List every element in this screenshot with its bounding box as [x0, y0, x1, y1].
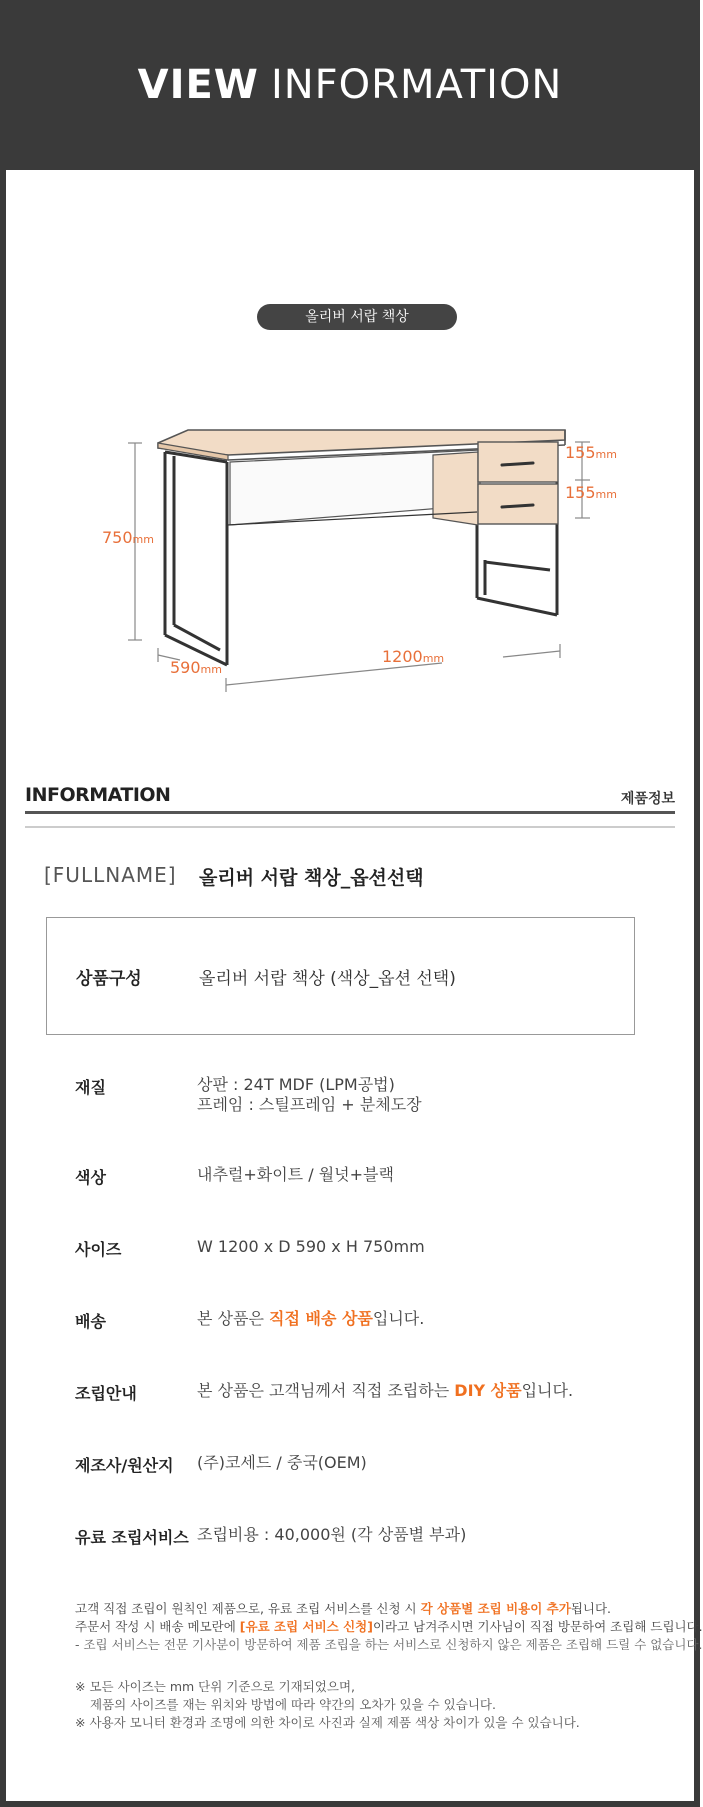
spec-value	[197, 1075, 422, 1115]
spec-value-text: 입니다.	[521, 1381, 574, 1400]
header-title-bold: VIEW	[137, 62, 259, 108]
spec-value-highlight: 직접 배송 상품	[269, 1309, 373, 1328]
composition-value: 올리버 서랍 책상 (색상_옵션 선택)	[199, 969, 456, 989]
spec-value	[197, 1309, 424, 1329]
spec-key: 색상	[75, 1168, 106, 1187]
fullname-row	[44, 863, 424, 889]
spec-value: (주)코세드 / 중국(OEM)	[197, 1453, 367, 1472]
left-frame	[165, 452, 227, 665]
information-title: INFORMATION	[25, 784, 171, 806]
spec-value: 내추럴+화이트 / 월넛+블랙	[197, 1165, 394, 1184]
composition-key: 상품구성	[76, 969, 142, 989]
spec-value: W 1200 x D 590 x H 750mm	[197, 1237, 425, 1256]
spec-value-line: 프레임 : 스틸프레임 + 분체도장	[197, 1095, 422, 1114]
spec-value	[197, 1381, 573, 1401]
note-line: 주문서 작성 시 배송 메모란에 [유료 조립 서비스 신청]이라고 남겨주시면 기사님이 직접 방문하여 조립해 드립니다.	[75, 1619, 703, 1634]
width-label: 1200mm	[382, 647, 445, 666]
spec-value-text: 본 상품은 고객님께서 직접 조립하는	[197, 1381, 455, 1400]
spec-value-text: 입니다.	[372, 1309, 425, 1328]
spec-key: 조립안내	[75, 1384, 137, 1403]
note-line: ※ 모든 사이즈는 mm 단위 기준으로 기재되었으며,	[75, 1679, 355, 1694]
information-header	[25, 784, 675, 812]
divider-dark	[25, 811, 675, 814]
height-label: 750mm	[102, 528, 154, 547]
spec-key: 사이즈	[75, 1240, 122, 1259]
spec-value-highlight: DIY 상품	[454, 1381, 522, 1400]
spec-key: 유료 조립서비스	[75, 1528, 189, 1547]
fullname-label: [FULLNAME]	[44, 863, 177, 887]
header-title	[0, 62, 700, 108]
note-line: - 조립 서비스는 전문 기사분이 방문하여 제품 조립을 하는 서비스로 신청하지 않은 제품은 조립해 드릴 수 없습니다.	[75, 1637, 703, 1652]
spec-key: 재질	[75, 1078, 106, 1097]
drawer-top-label: 155mm	[565, 443, 617, 462]
spec-value-text: 본 상품은	[197, 1309, 269, 1328]
note-line: 제품의 사이즈를 재는 위치와 방법에 따라 약간의 오차가 있을 수 있습니다.	[90, 1697, 496, 1712]
product-info-label: 제품정보	[620, 791, 675, 807]
spec-value-line: 상판 : 24T MDF (LPM공법)	[197, 1075, 395, 1094]
depth-label: 590mm	[170, 658, 222, 677]
divider-light	[25, 826, 675, 828]
spec-value: 조립비용 : 40,000원 (각 상품별 부과)	[197, 1525, 467, 1544]
drawer-bottom	[478, 484, 558, 524]
drawer-bottom-label: 155mm	[565, 483, 617, 502]
spec-key: 배송	[75, 1312, 106, 1331]
composition-box	[46, 917, 635, 1035]
drawer-top	[478, 442, 558, 482]
fullname-value: 올리버 서랍 책상_옵션선택	[199, 867, 424, 889]
spec-key: 제조사/원산지	[75, 1456, 174, 1475]
product-name-pill: 올리버 서랍 책상	[257, 304, 457, 330]
size-notes	[75, 1678, 580, 1732]
note-line: 고객 직접 조립이 원칙인 제품으로, 유료 조립 서비스를 신청 시 각 상품별 조립 비용이 추가됩니다.	[75, 1601, 612, 1616]
note-line: ※ 사용자 모니터 환경과 조명에 의한 차이로 사진과 실제 제품 색상 차이가 있을 수 있습니다.	[75, 1715, 580, 1730]
assembly-notes	[75, 1600, 703, 1654]
header-title-light: INFORMATION	[270, 62, 563, 108]
desk-illustration	[102, 410, 617, 700]
